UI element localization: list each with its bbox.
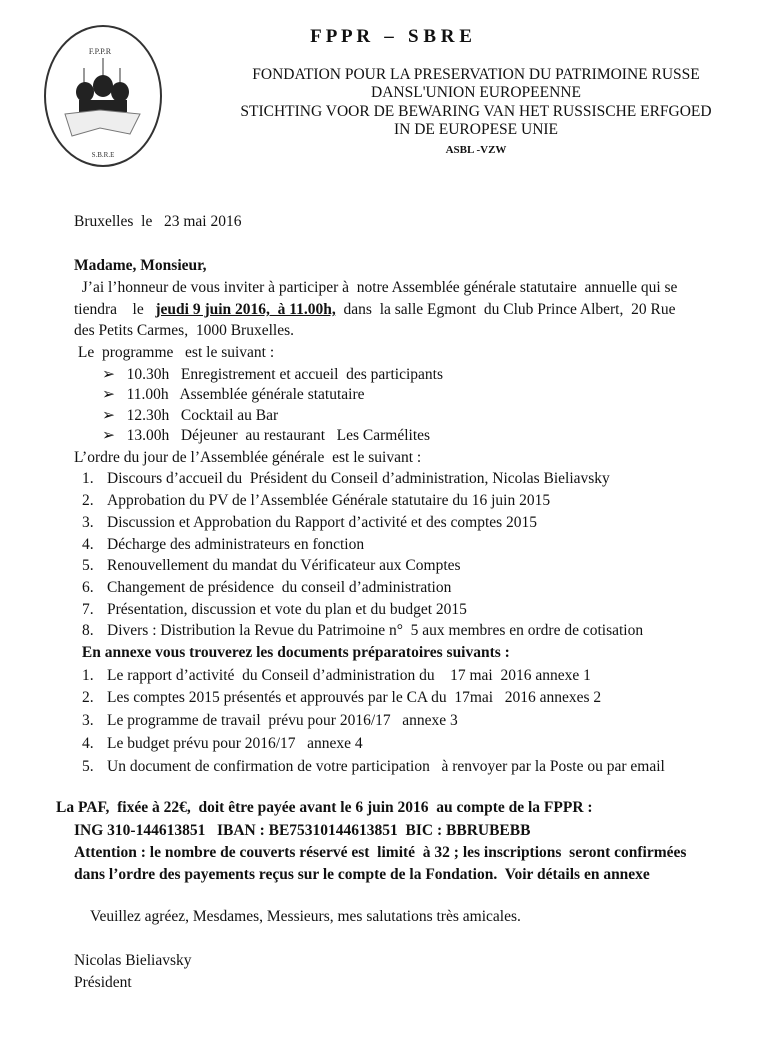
item-number: 8.	[82, 622, 94, 639]
item-text: Approbation du PV de l’Assemblée Générale statutaire du 16 juin 2015	[107, 492, 551, 509]
programme-intro: Le programme est le suivant :	[74, 344, 275, 361]
item-number: 3.	[82, 514, 94, 531]
item-text: Présentation, discussion et vote du plan et du budget 2015	[107, 601, 467, 618]
item-text: Discours d’accueil du Président du Conseil d’administration, Nicolas Bieliavsky	[107, 470, 610, 487]
intro-text: tiendra le	[74, 301, 156, 318]
item-text: Un document de confirmation de votre participation à renvoyer par la Poste ou par email	[107, 758, 665, 775]
organization-acronym: F P P R – S B R E	[310, 26, 472, 47]
intro-text: dans la salle Egmont du Club Prince Albert, 20 Rue	[335, 301, 676, 318]
header-line: FONDATION POUR LA PRESERVATION DU PATRIMOINE RUSSE	[252, 66, 700, 83]
item-text: Renouvellement du mandat du Vérificateur aux Comptes	[107, 557, 461, 574]
attention-notice: Attention : le nombre de couverts réservé est limité à 32 ; les inscriptions seront confirmées	[74, 844, 687, 861]
item-number: 6.	[82, 579, 94, 596]
item-number: 4.	[82, 735, 94, 752]
list-item	[82, 735, 363, 753]
agenda-intro: L’ordre du jour de l’Assemblée générale est le suivant :	[74, 449, 422, 466]
list-item	[82, 536, 364, 554]
header-line: DANSL'UNION EUROPEENNE	[371, 84, 581, 101]
item-number: 7.	[82, 601, 94, 618]
list-item: ➢ 10.30h Enregistrement et accueil des participants	[102, 366, 443, 383]
item-number: 2.	[82, 492, 94, 509]
paf-notice: La PAF, fixée à 22€, doit être payée avant le 6 juin 2016 au compte de la FPPR :	[56, 799, 593, 816]
salutation: Madame, Monsieur,	[74, 257, 207, 274]
arrow-bullet-icon: ➢	[102, 366, 127, 383]
item-number: 4.	[82, 536, 94, 553]
header-line: IN DE EUROPESE UNIE	[393, 121, 559, 138]
arrow-bullet-icon: ➢	[102, 407, 127, 424]
item-number: 2.	[82, 689, 94, 706]
svg-text:F.P.P.R: F.P.P.R	[88, 47, 112, 56]
item-text: Les comptes 2015 présentés et approuvés par le CA du 17mai 2016 annexes 2	[107, 689, 602, 706]
list-item	[82, 557, 461, 575]
list-item	[82, 470, 610, 488]
list-item	[82, 492, 550, 510]
item-text: Le rapport d’activité du Conseil d’administration du 17 mai 2016 annexe 1	[107, 667, 591, 684]
signatory-name: Nicolas Bieliavsky	[74, 952, 192, 969]
meeting-date: jeudi 9 juin 2016, à 11.00h,	[155, 301, 336, 318]
intro-line	[74, 301, 675, 319]
signatory-title: Président	[74, 974, 132, 991]
list-item: ➢ 12.30h Cocktail au Bar	[102, 407, 279, 424]
item-number: 5.	[82, 557, 94, 574]
item-text: Le budget prévu pour 2016/17 annexe 4	[107, 735, 363, 752]
svg-text:S.B.R.E: S.B.R.E	[91, 151, 115, 159]
item-text: Changement de présidence du conseil d’administration	[107, 579, 452, 596]
legal-form: ASBL -VZW	[445, 144, 507, 156]
intro-line: J’ai l’honneur de vous inviter à participer à notre Assemblée générale statutaire annuelle qui se	[74, 279, 678, 296]
list-item	[82, 579, 451, 597]
intro-line: des Petits Carmes, 1000 Bruxelles.	[74, 322, 294, 339]
item-text: Divers : Distribution la Revue du Patrimoine n° 5 aux membres en ordre de cotisation	[107, 622, 644, 639]
item-number: 1.	[82, 667, 94, 684]
list-item	[82, 514, 537, 532]
bank-details: ING 310-144613851 IBAN : BE75310144613851 BIC : BBRUBEBB	[74, 822, 531, 839]
list-item	[82, 758, 665, 776]
list-item: ➢ 13.00h Déjeuner au restaurant Les Carmélites	[102, 427, 431, 444]
list-item	[82, 667, 591, 685]
item-text: Discussion et Approbation du Rapport d’activité et des comptes 2015	[107, 514, 538, 531]
item-number: 3.	[82, 712, 94, 729]
item-number: 5.	[82, 758, 94, 775]
item-text: Le programme de travail prévu pour 2016/17 annexe 3	[107, 712, 458, 729]
item-text: Décharge des administrateurs en fonction	[107, 536, 365, 553]
arrow-bullet-icon: ➢	[102, 427, 127, 444]
attention-notice: dans l’ordre des payements reçus sur le compte de la Fondation. Voir détails en annexe	[74, 866, 650, 883]
list-item: ➢ 11.00h Assemblée générale statutaire	[102, 386, 365, 403]
closing: Veuillez agréez, Mesdames, Messieurs, mes salutations très amicales.	[90, 908, 521, 925]
list-item	[82, 712, 458, 730]
arrow-bullet-icon: ➢	[102, 386, 127, 403]
header-line: STICHTING VOOR DE BEWARING VAN HET RUSSISCHE ERFGOED	[240, 103, 712, 120]
list-item	[82, 601, 467, 619]
list-item	[82, 689, 601, 707]
item-number: 1.	[82, 470, 94, 487]
annex-intro: En annexe vous trouverez les documents préparatoires suivants :	[78, 644, 510, 661]
place-date: Bruxelles le 23 mai 2016	[74, 213, 242, 230]
list-item	[82, 622, 643, 640]
